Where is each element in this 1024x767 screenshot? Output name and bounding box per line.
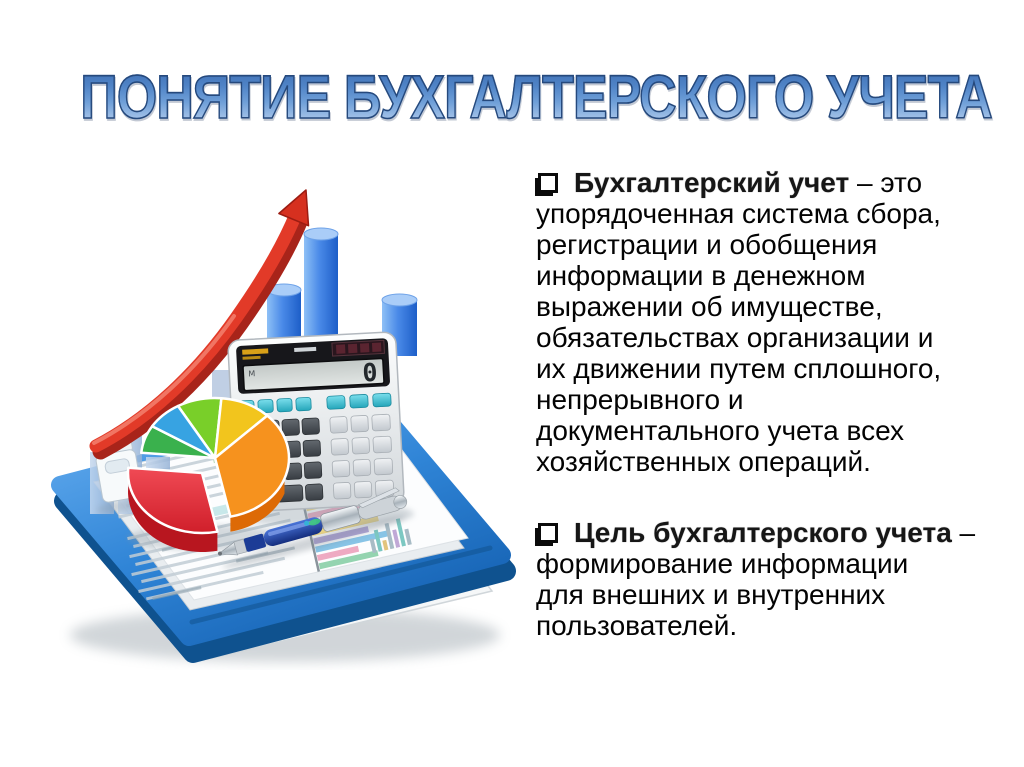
list-item: [536, 167, 1004, 198]
text-line: обязательствах организации и: [536, 322, 934, 353]
list-item: [536, 517, 1004, 548]
term-label: Бухгалтерский учет: [574, 167, 850, 198]
term-label: Цель бухгалтерского учета: [574, 517, 952, 548]
text-line: для внешних и внутренних: [536, 579, 886, 610]
content-text: [536, 167, 1004, 641]
page-title: ПОНЯТИЕ БУХГАЛТЕРСКОГО УЧЕТА: [80, 62, 992, 131]
text-line: выражении об имуществе,: [536, 291, 883, 322]
accounting-illustration: [40, 140, 520, 670]
text-line: пользователей.: [536, 610, 738, 641]
text-line: документального учета всех: [536, 415, 905, 446]
text-line: непрерывного и: [536, 384, 744, 415]
text-line: хозяйственных операций.: [536, 446, 871, 477]
solar-panel: [332, 340, 385, 356]
bar-tall: [304, 228, 338, 352]
text-line: информации в денежном: [536, 260, 866, 291]
text-line: формирование информации: [536, 548, 909, 579]
text-line: упорядоченная система сбора,: [536, 198, 941, 229]
bullet-definition: [536, 167, 1004, 477]
checkbox-bullet-icon: [538, 173, 558, 193]
bullet-goal: [536, 517, 1004, 641]
checkbox-bullet-icon: [538, 523, 558, 543]
term-suffix: –: [951, 517, 976, 548]
text-line: регистрации и обобщения: [536, 229, 878, 260]
memory-indicator: M: [248, 369, 256, 379]
term-suffix: – это: [849, 167, 923, 198]
text-line: их движении путем сплошного,: [536, 353, 942, 384]
display-value: 0: [361, 357, 379, 388]
